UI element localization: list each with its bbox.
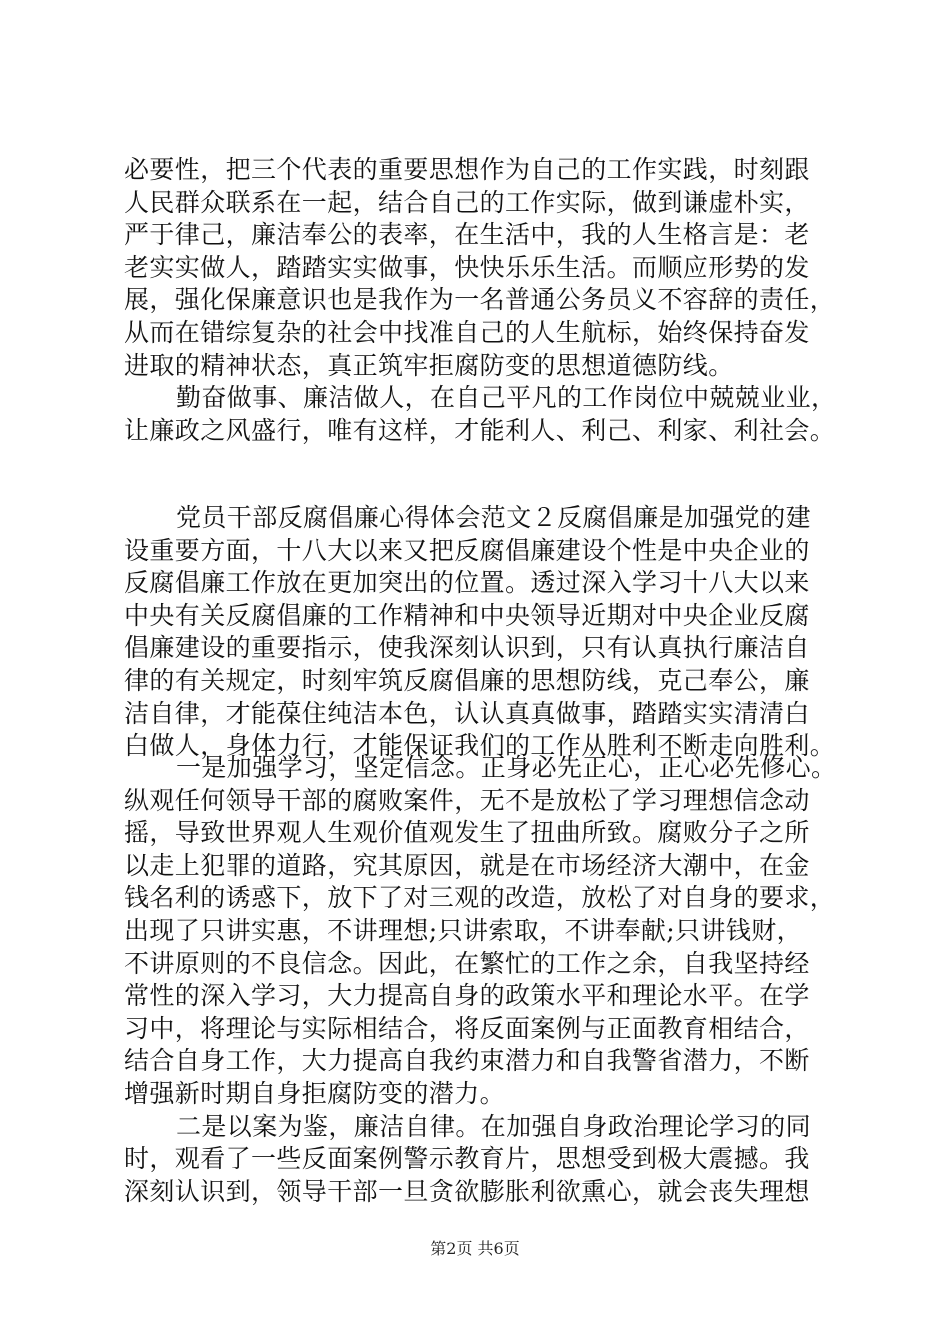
paragraph-block-3 — [124, 752, 844, 1208]
text-line: 钱名利的诱惑下，放下了对三观的改造，放松了对自身的要求， — [124, 883, 836, 913]
paragraph-block-2 — [124, 502, 844, 763]
text-line: 党员干部反腐倡廉心得体会范文２反腐倡廉是加强党的建 — [176, 503, 812, 532]
text-line: 以走上犯罪的道路，究其原因，就是在市场经济大潮中，在金 — [124, 850, 810, 880]
text-line: 人民群众联系在一起，结合自己的工作实际，做到谦虚朴实， — [124, 187, 810, 217]
text-line: 从而在错综复杂的社会中找准自己的人生航标，始终保持奋发 — [124, 317, 810, 347]
text-line: 习中，将理论与实际相结合，将反面案例与正面教育相结合， — [124, 1013, 810, 1043]
text-line: 律的有关规定，时刻牢筑反腐倡廉的思想防线，克己奉公，廉 — [124, 665, 810, 695]
text-line: 设重要方面，十八大以来又把反腐倡廉建设个性是中央企业的 — [124, 535, 810, 565]
text-line: 常性的深入学习，大力提高自身的政策水平和理论水平。在学 — [124, 981, 810, 1011]
text-line: 深刻认识到，领导干部一旦贪欲膨胀利欲熏心，就会丧失理想 — [124, 1176, 810, 1206]
text-line: 老实实做人，踏踏实实做事，快快乐乐生活。而顺应形势的发 — [124, 252, 810, 282]
text-line: 必要性，把三个代表的重要思想作为自己的工作实践，时刻跟 — [124, 155, 810, 184]
text-line: 纵观任何领导干部的腐败案件，无不是放松了学习理想信念动 — [124, 785, 810, 815]
text-line: 不讲原则的不良信念。因此，在繁忙的工作之余，自我坚持经 — [124, 948, 810, 978]
text-line: 二是以案为鉴，廉洁自律。在加强自身政治理论学习的同 — [176, 1111, 812, 1141]
text-line: 展，强化保廉意识也是我作为一名普通公务员义不容辞的责任， — [124, 285, 836, 315]
text-line: 白做人，身体力行，才能保证我们的工作从胜利不断走向胜利。 — [124, 731, 836, 761]
text-line: 结合自身工作，大力提高自我约束潜力和自我警省潜力，不断 — [124, 1046, 810, 1076]
text-line: 出现了只讲实惠，不讲理想;只讲索取，不讲奉献;只讲钱财， — [124, 915, 803, 945]
text-line: 时，观看了一些反面案例警示教育片，思想受到极大震撼。我 — [124, 1144, 810, 1174]
text-line: 洁自律，才能葆住纯洁本色，认认真真做事，踏踏实实清清白 — [124, 698, 810, 728]
text-line: 进取的精神状态，真正筑牢拒腐防变的思想道德防线。 — [124, 350, 734, 380]
page-footer: 第2页 共6页 — [430, 1239, 520, 1258]
paragraph-block-1 — [124, 154, 844, 447]
text-line: 一是加强学习，坚定信念。正身必先正心，正心必先修心。 — [176, 753, 837, 782]
text-line: 倡廉建设的重要指示，使我深刻认识到，只有认真执行廉洁自 — [124, 633, 810, 663]
text-line: 反腐倡廉工作放在更加突出的位置。透过深入学习十八大以来 — [124, 568, 810, 598]
text-line: 让廉政之风盛行，唯有这样，才能利人、利己、利家、利社会。 — [124, 415, 836, 445]
text-line: 增强新时期自身拒腐防变的潜力。 — [124, 1078, 506, 1108]
text-line: 严于律己，廉洁奉公的表率，在生活中，我的人生格言是：老 — [124, 220, 810, 250]
text-line: 中央有关反腐倡廉的工作精神和中央领导近期对中央企业反腐 — [124, 600, 810, 630]
text-line: 勤奋做事、廉洁做人，在自己平凡的工作岗位中兢兢业业， — [176, 383, 837, 413]
text-line: 摇，导致世界观人生观价值观发生了扭曲所致。腐败分子之所 — [124, 818, 810, 848]
